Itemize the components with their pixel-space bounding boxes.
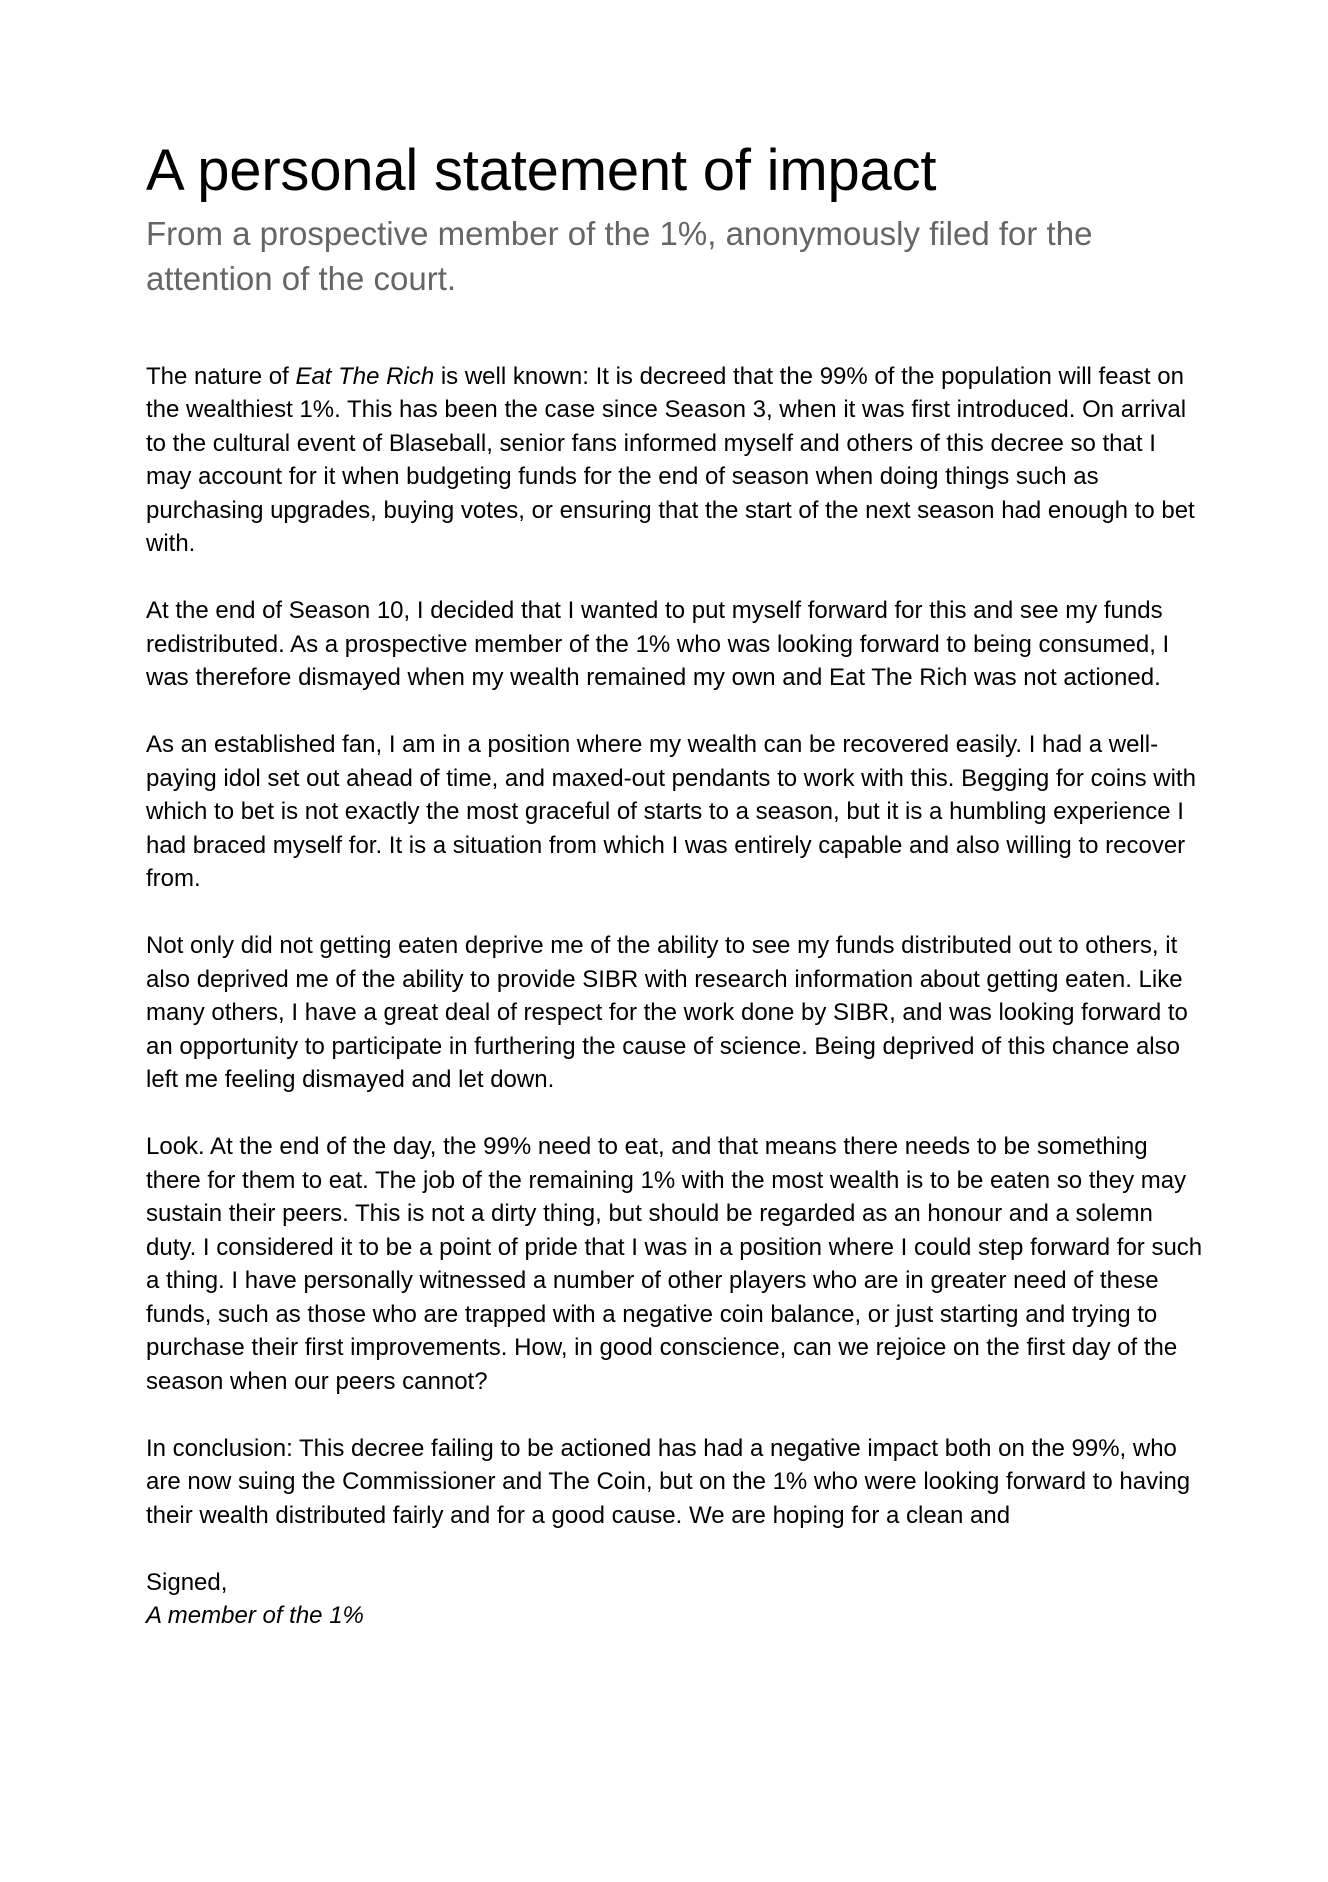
- paragraph-1-lead: The nature of: [146, 362, 296, 390]
- signature-name: [146, 1599, 1206, 1633]
- paragraph-1-rest: is well known: It is decreed that the 99% of the population will feast on the wealthiest 1%. This has been the case since Season 3, when it was first introduced. On arrival to the cultural event of Blaseball, senior fans informed myself and others of this decree so that I may account for it when budgeting funds for the end of season when doing things such as purchasing upgrades, buying votes, or ensuring that the start of the next season had enough to bet with.: [146, 362, 1195, 558]
- paragraph-2: At the end of Season 10, I decided that I wanted to put myself forward for this and see my funds redistributed. As a prospective member of the 1% who was looking forward to being consumed, I was therefore dismayed when my wealth remained my own and Eat The Rich was not actioned.: [146, 597, 1170, 692]
- document-title: A personal statement of impact: [146, 138, 937, 203]
- paragraph-4: Not only did not getting eaten deprive me of the ability to see my funds distributed out to others, it also deprived me of the ability to provide SIBR with research information about getting eaten. Like many others, I have a great deal of respect for the work done by SIBR, and was looking forward to an opportunity to participate in furthering the cause of science. Being deprived of this chance also left me feeling dismayed and let down.: [146, 932, 1188, 1094]
- signature-block: [146, 1566, 1206, 1633]
- paragraph-1: [146, 360, 1206, 561]
- document-body: [146, 360, 1206, 1633]
- signature-name-text: A member of the 1%: [146, 1602, 364, 1630]
- paragraph-3: As an established fan, I am in a position where my wealth can be recovered easily. I had a well-paying idol set out ahead of time, and maxed-out pendants to work with this. Begging for coins with which to bet is not exactly the most graceful of starts to a season, but it is a humbling experience I had braced myself for. It is a situation from which I was entirely capable and also willing to recover from.: [146, 731, 1196, 893]
- paragraph-6: In conclusion: This decree failing to be actioned has had a negative impact both on the 99%, who are now suing the Commissioner and The Coin, but on the 1% who were looking forward to having their wealth distributed fairly and for a good cause. We are hoping for a clean and: [146, 1434, 1191, 1529]
- paragraph-1-emphasis: Eat The Rich: [295, 362, 435, 390]
- paragraph-5: Look. At the end of the day, the 99% need to eat, and that means there needs to be something there for them to eat. The job of the remaining 1% with the most wealth is to be eaten so they may sustain their peers. This is not a dirty thing, but should be regarded as an honour and a solemn duty. I considered it to be a point of pride that I was in a position where I could step forward for such a thing. I have personally witnessed a number of other players who are in greater need of these funds, such as those who are trapped with a negative coin balance, or just starting and trying to purchase their first improvements. How, in good conscience, can we rejoice on the first day of the season when our peers cannot?: [146, 1133, 1203, 1395]
- document-subtitle: From a prospective member of the 1%, anonymously filed for the attention of the court.: [146, 214, 1093, 298]
- signature-closing: Signed,: [146, 1568, 228, 1596]
- document-page: [146, 138, 1206, 1633]
